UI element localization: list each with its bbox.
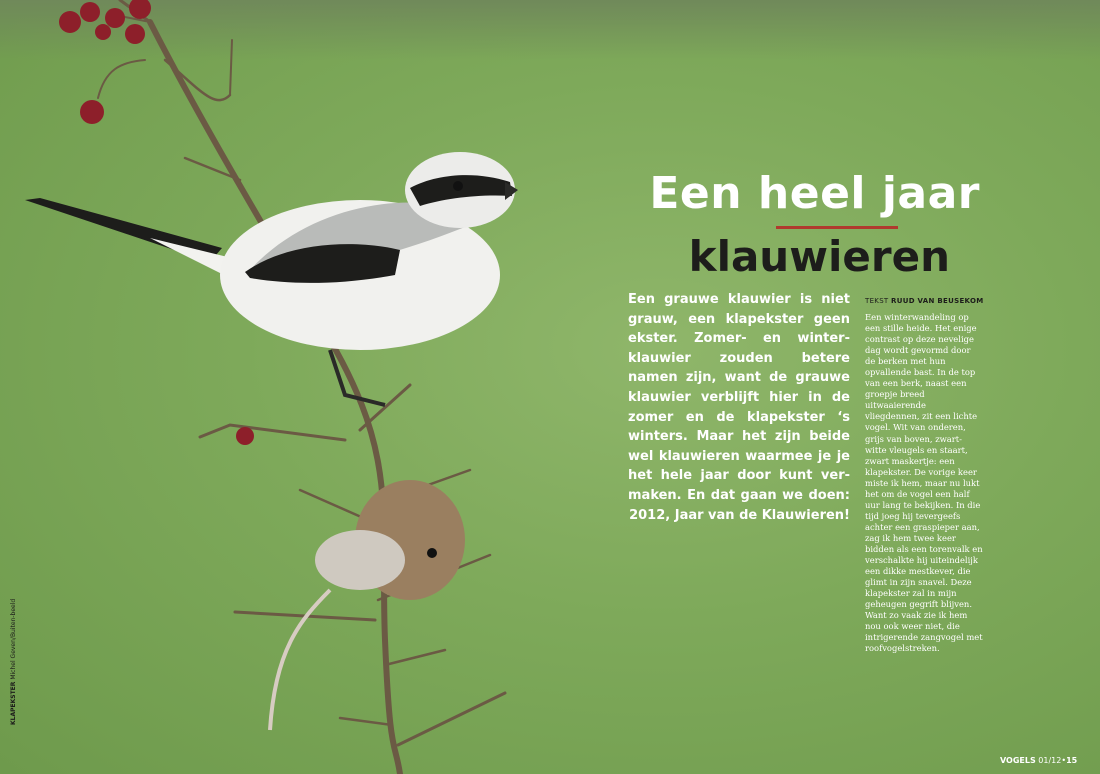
- byline-author: RUUD VAN BEUSEKOM: [891, 297, 984, 305]
- mouse-prey: [270, 480, 465, 730]
- credit-species: KLAPEKSTER: [10, 681, 17, 725]
- folio-separator: •: [1061, 756, 1067, 765]
- title-rule: [776, 226, 898, 229]
- article-body: Een winterwandeling op een stille heide. Het enige contrast op deze nevelige dag wordt gevormd door de berken met hun opvallende bast. In de top van een berk, naast een groepje breed uitwaaierende vliegdennen, zit een lichte vogel. Wit van onderen, grijs van boven, zwart-witte vleugels en staart, zwart maskertje: een klapekster. De vorige keer miste ik hem, maar nu lukt het om de vogel een half uur lang te bekijken. In die tijd joeg hij tevergeefs achter een graspieper aan, zag ik hem twee keer bidden als een torenvalk en verschalkte hij uiteindelijk een dikke mestkever, die glimt in zijn snavel. Deze klapekster zal in mijn geheugen gegrift blijven. Want zo vaak zie ik hem nou ook weer niet, die intrigerende zangvogel met roofvogelstreken.: [865, 312, 983, 654]
- byline: [865, 297, 1025, 305]
- shrike-bird: [25, 152, 518, 405]
- byline-label: TEKST: [865, 297, 889, 305]
- article-title-line1: Een heel jaar: [649, 168, 980, 219]
- article-intro: Een grauwe klauwier is niet grauw, een klapekster geen ekster. Zomer- en winter-klauwier zouden betere namen zijn, want de grauwe klauwier verblijft hier in de zomer en de klapekster ‘s winters. Maar het zijn beide wel klauwieren waarmee je je het hele jaar door kunt ver-maken. En dat gaan we doen: 2012, Jaar van de Klauwieren!: [628, 292, 850, 523]
- credit-photographer: Michel Geven/Buiten-beeld: [10, 598, 17, 680]
- folio-page: 15: [1066, 756, 1078, 765]
- folio-issue: 01/12: [1038, 756, 1062, 765]
- hawthorn-branch: [98, 0, 505, 774]
- folio-magazine: VOGELS: [1000, 756, 1036, 765]
- photo-credit: [10, 598, 17, 725]
- page-folio: [1000, 756, 1080, 765]
- article-title-line2: klauwieren: [688, 232, 950, 281]
